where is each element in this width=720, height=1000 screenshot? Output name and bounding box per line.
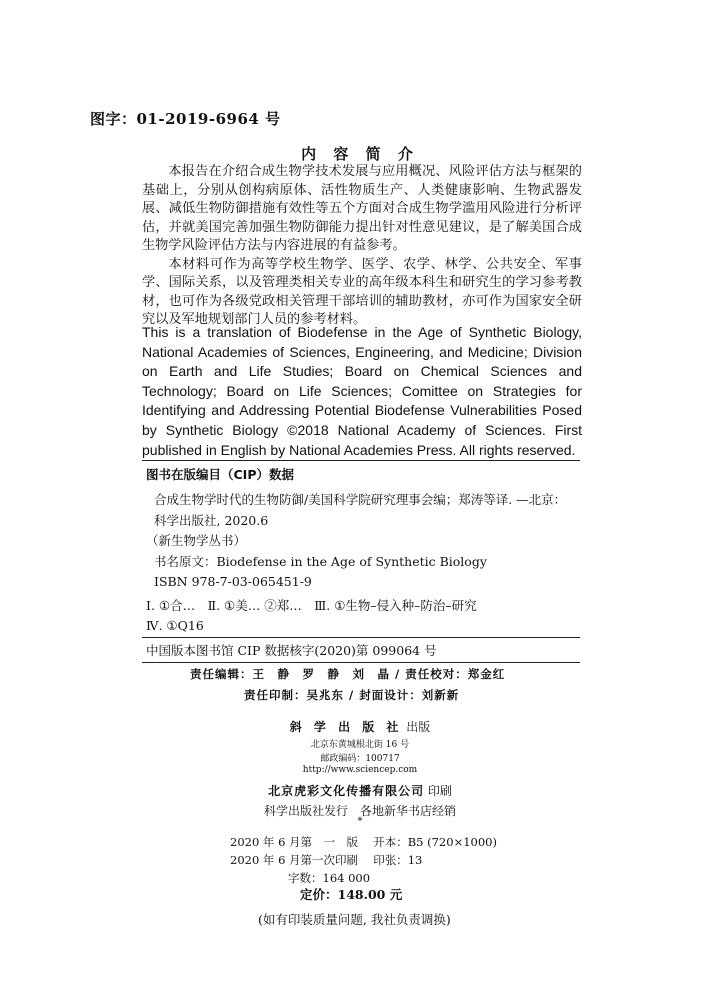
publisher-url: http://www.sciencep.com [302,765,418,775]
printer-action: 印刷 [427,784,452,798]
edition-line-2: 2020 年 6 月第一次印刷 印张：13 [230,853,423,867]
cip-body [142,484,580,637]
cip-classification-1: Ⅰ. ①合… Ⅱ. ①美… ②郑… Ⅲ. ①生物–侵入种–防治–研究 [146,597,477,613]
editors-line: 责任编辑：王 静 罗 静 刘 晶 / 责任校对：郑金红 [190,667,506,681]
publisher-action: 出版 [406,720,431,734]
summary-text [142,163,582,330]
cip-classification-2: Ⅳ. ①Q16 [146,618,204,633]
cip-data-block [142,460,580,663]
cip-original-title: 书名原文：Biodefense in the Age of Synthetic Biology [154,553,487,569]
cip-title-line: 合成生物学时代的生物防御/美国科学院研究理事会编；郑涛等译. —北京：科学出版社, 2020.6 [154,492,567,528]
summary-paragraph-1: 本报告在介绍合成生物学技术发展与应用概况、风险评估方法与框架的基础上，分别从创构病原体、活性物质生产、人类健康影响、生物武器发展、减低生物防御措施有效性等五个方面对合成生物学滥用风险进行分析评估，并就美国完善加强生物防御能力提出针对性意见建议，是了解美国合成生物学风险评估方法与内容进展的有益参考。 [142,164,582,253]
english-translation-note: This is a translation of Biodefense in the Age of Synthetic Biology, National Academies of Sciences, Engineering, and Medicine; Division on Earth and Life Studies; Board on Chemical Sciences and Technology; Board on Life Sciences; Comittee on Strategies for Identifying and Addressing Potential Biodefense Vulnerabilities Posed by Synthetic Biology ©2018 National Academy of Sciences. First published in English by National Academies Press. All rights reserved. [142,324,582,458]
printer-line [0,782,720,799]
cip-isbn: ISBN 978-7-03-065451-9 [154,574,312,589]
publisher-postcode: 邮政编码：100717 [320,754,400,764]
separator-star: * [357,816,363,827]
word-count: 字数：164 000 [288,871,371,885]
quality-note: (如有印装质量问题, 我社负责调换) [258,912,451,927]
distribution-line: 科学出版社发行 各地新华书店经销 [263,804,456,818]
edition-line-1: 2020 年 6 月第 一 版 开本：B5 (720×1000) [230,835,497,849]
summary-paragraph-2: 本材料可作为高等学校生物学、医学、农学、林学、公共安全、军事学、国际关系，以及管理类相关专业的高年级本科生和研究生的学习参考教材，也可作为各级党政相关管理干部培训的辅助教材，亦可作为国家安全研究以及军地规划部门人员的参考材料。 [142,256,582,327]
summary-title: 内 容 简 介 [301,145,419,163]
cip-header: 图书在版编目（CIP）数据 [146,467,294,482]
copyright-registration-number: 图字：01-2019-6964 号 [90,110,281,128]
publisher-name: 斜 学 出 版 社 [289,720,403,734]
cip-series: （新生物学丛书） [146,533,247,548]
printer-name: 北京虎彩文化传播有限公司 [268,784,425,798]
cip-number: 中国版本图书馆 CIP 数据核字(2020)第 099064 号 [142,637,580,662]
publisher-address: 北京东黄城根北街 16 号 [310,740,410,750]
publisher-line [0,718,720,735]
production-line: 责任印制：吴兆东 / 封面设计：刘新新 [244,688,460,702]
price: 定价：148.00 元 [300,887,403,902]
